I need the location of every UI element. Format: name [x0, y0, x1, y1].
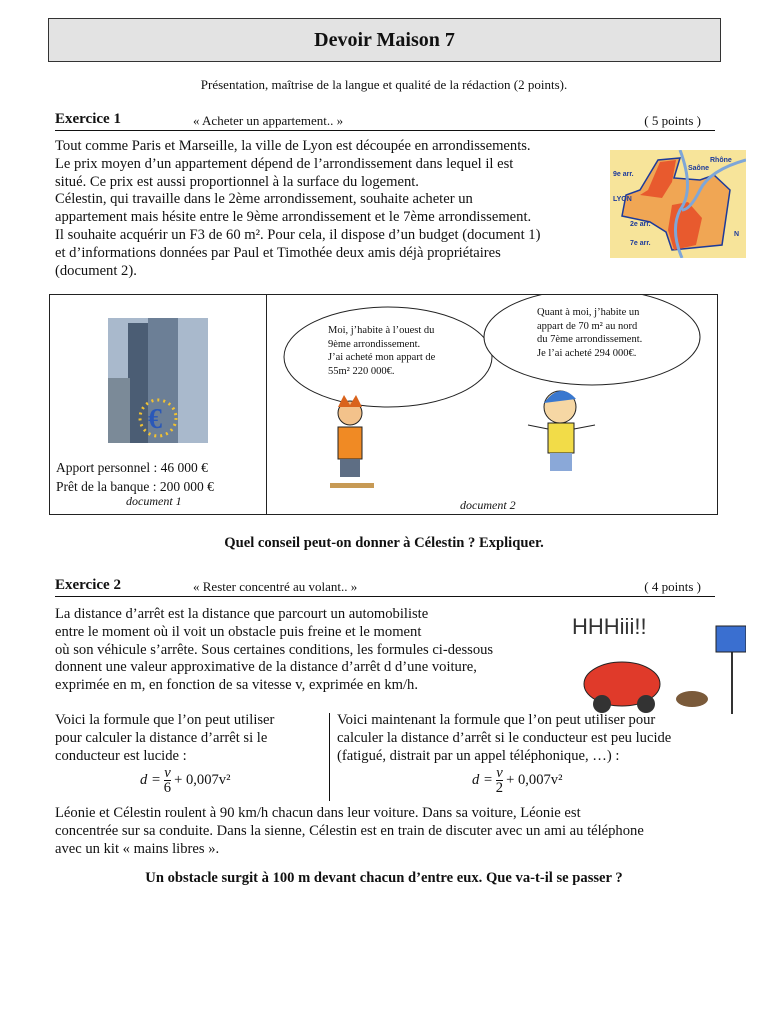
bubble-line: Moi, j’habite à l’ouest du [328, 325, 435, 336]
formula-lucid [140, 766, 230, 795]
documents-box [49, 294, 718, 515]
bubble-line: 9ème arrondissement. [328, 338, 421, 350]
lyon-map [610, 150, 746, 258]
exercise-2-header [55, 577, 715, 597]
text-line: Célestin, qui travaille dans le 2ème arrondissement, souhaite acheter un [55, 191, 473, 208]
document-2-caption: document 2 [460, 498, 516, 512]
text-line: situé. Ce prix est aussi proportionnel à la surface du logement. [55, 173, 419, 190]
exercise-subtitle: « Acheter un appartement.. » [193, 113, 344, 128]
text-line: appartement mais hésite entre le 9ème arrondissement et le 7ème arrondissement. [55, 209, 532, 226]
text-line: exprimée en m, en fonction de sa vitesse v, exprimée en km/h. [55, 677, 418, 694]
text-line: donnent une valeur approximative de la distance d’arrêt d d’une voiture, [55, 659, 477, 676]
speech-bubble-timothee [537, 306, 642, 360]
exercise-label: Exercice 1 [55, 111, 121, 127]
map-label: 2e arr. [630, 221, 651, 228]
exercise-1-question: Quel conseil peut-on donner à Célestin ? Expliquer. [224, 535, 544, 551]
svg-text:€: € [148, 404, 162, 435]
text-line: concentrée sur sa conduite. Dans la sienne, Célestin est en train de discuter avec un ami au téléphone [55, 822, 644, 839]
numerator: v [164, 765, 171, 781]
exercise-label: Exercice 2 [55, 577, 121, 593]
exercise-2-question: Un obstacle surgit à 100 m devant chacun d’entre eux. Que va-t-il se passer ? [145, 870, 623, 886]
exercise-points: ( 5 points ) [644, 113, 701, 128]
formula-rhs: + 0,007v² [506, 771, 563, 788]
document-1-caption: document 1 [126, 494, 182, 508]
column-divider [329, 713, 330, 801]
text-line: Voici maintenant la formule que l’on peut utiliser pour [337, 712, 656, 728]
text-line: Tout comme Paris et Marseille, la ville de Lyon est découpée en arrondissements. [55, 138, 531, 154]
text-line: avec un kit « mains libres ». [55, 840, 220, 857]
bubble-line: appart de 70 m² au nord [537, 320, 638, 332]
formula-rhs: + 0,007v² [174, 771, 231, 788]
formula-right-text [337, 712, 671, 765]
formula-lhs: d = [140, 771, 161, 788]
exercise-2-scenario [55, 805, 644, 858]
denominator: 6 [163, 780, 172, 796]
bubble-line: du 7ème arrondissement. [537, 334, 643, 345]
text-line: La distance d’arrêt est la distance que parcourt un automobiliste [55, 606, 429, 622]
text-line: Léonie et Célestin roulent à 90 km/h chacun dans leur voiture. Dans sa voiture, Léonie est [55, 805, 581, 821]
apport-text: Apport personnel : 46 000 € [56, 460, 208, 475]
text-line: pour calculer la distance d’arrêt si le [55, 729, 268, 746]
text-line: Le prix moyen d’un appartement dépend de l’arrondissement dans lequel il est [55, 155, 514, 172]
text-line: entre le moment où il voit un obstacle puis freine et le moment [55, 623, 422, 640]
bubble-line: Quant à moi, j’habite un [537, 307, 640, 318]
denominator: 2 [495, 780, 504, 796]
map-label: LYON [613, 196, 632, 203]
page-title: Devoir Maison 7 [48, 18, 721, 62]
exercise-1-header [55, 111, 715, 131]
text-line: où son véhicule s’arrête. Sous certaines conditions, les formules ci-dessous [55, 641, 494, 658]
bubble-line: Je l’ai acheté 294 000€. [537, 347, 637, 359]
text-line: conducteur est lucide : [55, 747, 187, 764]
formula-lhs: d = [472, 771, 493, 788]
map-label: N [734, 231, 740, 238]
bubble-line: J’ai acheté mon appart de [328, 352, 436, 363]
text-line: Voici la formule que l’on peut utiliser [55, 712, 275, 728]
text-line: (document 2). [55, 262, 137, 279]
formula-distracted [472, 766, 562, 795]
text-line: et d’informations données par Paul et Timothée deux amis déjà propriétaires [55, 244, 501, 261]
speech-bubble-paul [328, 324, 435, 378]
svg-text:HHHiii!!: HHHiii!! [572, 614, 647, 639]
text-line: Il souhaite acquérir un F3 de 60 m². Pour cela, il dispose d’un budget (document 1) [55, 226, 541, 243]
bubble-line: 55m² 220 000€. [328, 365, 395, 377]
exercise-points: ( 4 points ) [644, 579, 701, 594]
map-label: 9e arr. [613, 171, 634, 178]
map-label: Saône [688, 165, 710, 172]
tower-photo [108, 318, 208, 443]
text-line: (fatigué, distrait par un appel téléphonique, …) : [337, 747, 620, 764]
formula-left-text [55, 712, 274, 765]
exercise-subtitle: « Rester concentré au volant.. » [193, 579, 358, 594]
text-line: calculer la distance d’arrêt si le conducteur est peu lucide [337, 729, 672, 746]
car-braking-cartoon [542, 604, 746, 720]
map-label: 7e arr. [630, 240, 651, 247]
map-label: Rhône [710, 157, 732, 164]
numerator: v [496, 765, 503, 781]
presentation-note: Présentation, maîtrise de la langue et qualité de la rédaction (2 points). [200, 77, 568, 92]
exercise-2-text [55, 606, 493, 695]
exercise-1-text [55, 138, 540, 280]
pret-text: Prêt de la banque : 200 000 € [56, 479, 214, 494]
